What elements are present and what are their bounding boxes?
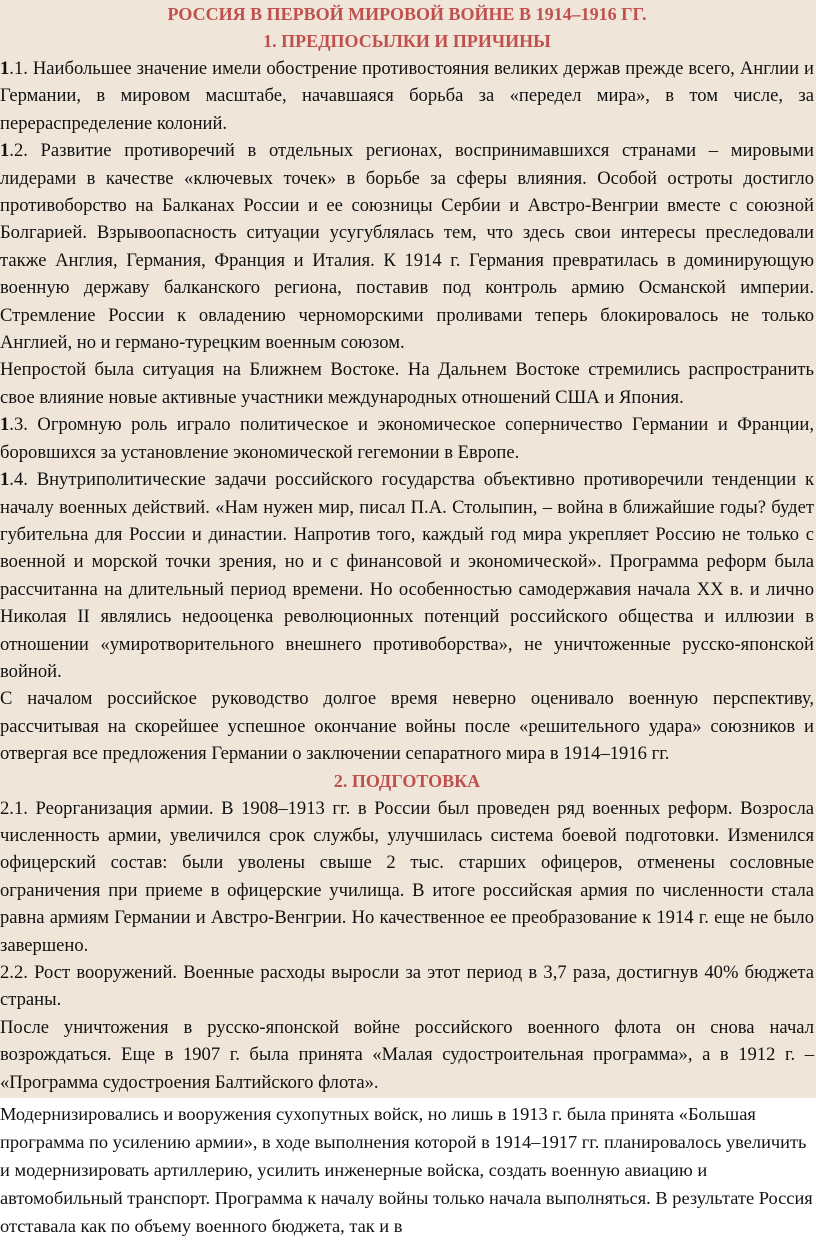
paragraph-number: 1 [0,140,10,162]
paragraph-number: 1 [0,414,10,436]
paragraph-2-2: 2.2. Рост вооружений. Военные расходы выросли за этот период в 3,7 раза, достигнув 40% бюджета страны. [0,962,814,1011]
paragraph-2-3: После уничтожения в русско-японской войне российского военного флота он снова начал возрождаться. Еще в 1907 г. была принята «Малая судостроительная программа», а в 1912 г. – «Программа судостроения Балтийского флота». [0,1016,814,1093]
paragraph-1-2-continued: Непростой была ситуация на Ближнем Востоке. На Дальнем Востоке стремились распространить свое влияние новые активные участники международных отношений США и Япония. [0,359,814,408]
paragraph-1-3 [0,411,814,466]
paragraph-text: .4. Внутриполитические задачи российского государства объективно противоречили тенденции к началу военных действий. «Нам нужен мир, писал П.А. Столыпин, – война в ближайшие годы? будет губительна для России и династии. Напротив того, каждый год мира укрепляет Россию не только с военной и морской точки зрения, но и с финансовой и экономической». Программа реформ была рассчитанна на длительный период времени. Но особенностью самодержавия начала XX в. и лично Николая II являлись недооценка революционных потенций российского общества и иллюзии в отношении «умиротворительного внешнего противоборства», не уничтоженные русско-японской войной. [0,469,814,682]
paragraph-text: .3. Огромную роль играло политическое и экономическое соперничество Германии и Франции, боровшихся за установление экономической гегемонии в Европе. [0,414,814,463]
section-2-heading: 2. ПОДГОТОВКА [333,770,481,791]
paragraph-2-4: Модернизировались и вооружения сухопутных войск, но лишь в 1913 г. была принята «Большая программа по усилению армии», в ходе выполнения которой в 1914–1917 гг. планировалось увеличить и модернизировать артиллерию, усилить инженерные войска, создать военную авиацию и автомобильный транспорт. Программа к началу войны только начала выполняться. В результате Россия отставала как по объему военного бюджета, так и в [0,1104,813,1236]
paragraph-1-2 [0,137,814,356]
paragraph-text: .2. Развитие противоречий в отдельных регионах, воспринимавшихся странами – мировыми лидерами в качестве «ключевых точек» в борьбе за сферы влияния. Особой остроты достигло противоборство на Балканах России и ее союзницы Сербии и Австро-Венгрии вместе с союзной Болгарией. Взрывоопасность ситуации усугублялась тем, что здесь свои интересы преследовали также Англия, Германия, Франция и Италия. К 1914 г. Германия превратилась в доминирующую военную державу балканского региона, поставив под контроль армию Османской империи. Стремление России к овладению черноморскими проливами теперь блокировалось не только Англией, но и германо-турецким военным союзом. [0,140,814,354]
paragraph-text: .1. Наибольшее значение имели обострение противостояния великих держав прежде всего, Англии и Германии, в мировом масштабе, начавшаяся борьба за «передел мира», в том числе, за перераспределение колоний. [0,58,814,134]
paragraph-number: 1 [0,469,10,491]
paragraph-1-5: С началом российское руководство долгое время неверно оценивало военную перспективу, рассчитывая на скорейшее успешное окончание войны после «решительного удара» союзников и отвергая все предложения Германии о заключении сепаратного мира в 1914–1916 гг. [0,688,814,765]
paragraph-2-1: 2.1. Реорганизация армии. В 1908–1913 гг. в России был проведен ряд военных реформ. Возросла численность армии, увеличился срок службы, улучшилась система боевой подготовки. Изменился офицерский состав: были уволены свыше 2 тыс. старших офицеров, отменены сословные ограничения при приеме в офицерские училища. В итоге российская армия по численности стала равна армиям Германии и Австро-Венгрии. Но качественное ее преобразование к 1914 г. еще не было завершено. [0,797,814,956]
section-1-heading: 1. ПРЕДПОСЫЛКИ И ПРИЧИНЫ [263,31,551,51]
document-page-lower [0,1098,816,1240]
paragraph-1-1 [0,55,814,137]
paragraph-number: 1 [0,58,10,79]
document-title: РОССИЯ В ПЕРВОЙ МИРОВОЙ ВОЙНЕ В 1914–1916 ГГ. [167,4,647,24]
paragraph-1-4 [0,466,814,685]
